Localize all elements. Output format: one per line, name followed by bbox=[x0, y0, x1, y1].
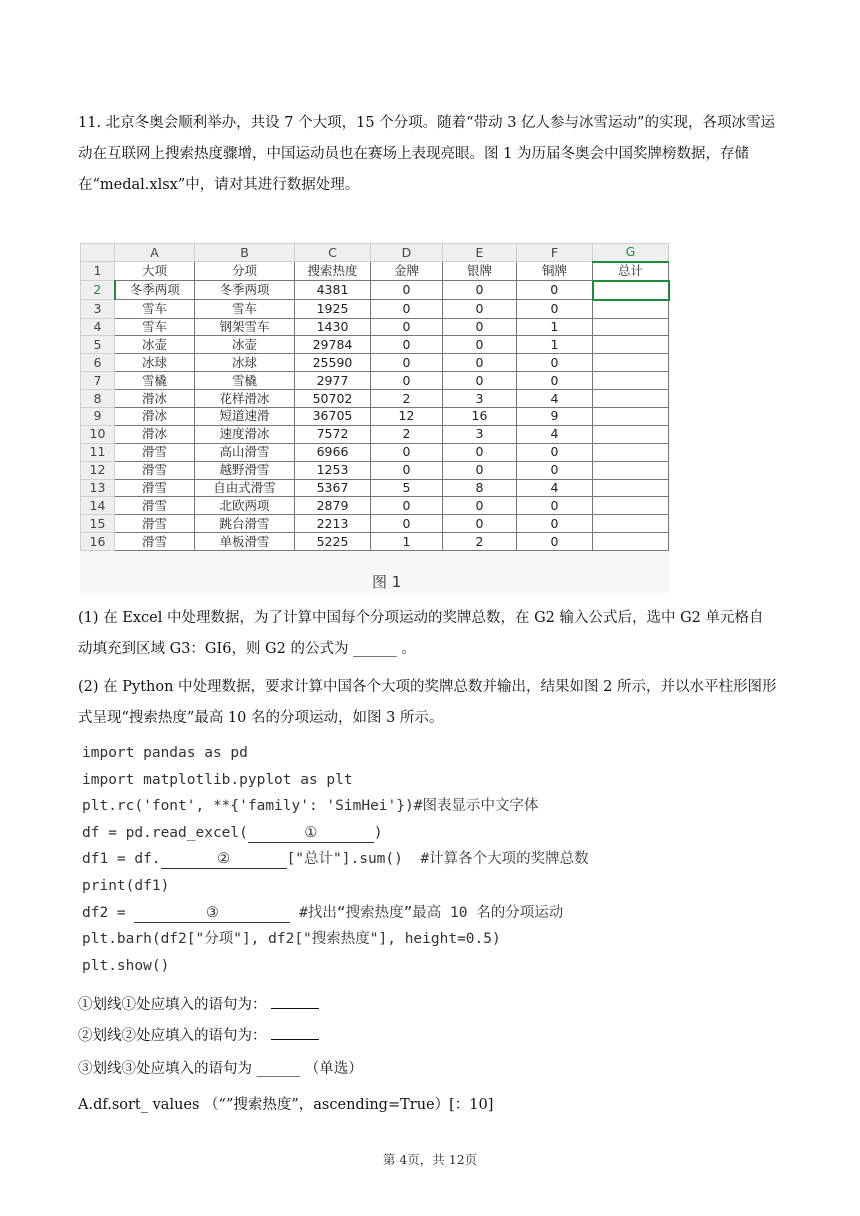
column-letter[interactable]: F bbox=[517, 244, 593, 262]
table-cell[interactable]: 16 bbox=[443, 408, 517, 426]
table-cell[interactable]: 0 bbox=[443, 281, 517, 300]
sheet-data-row bbox=[81, 497, 669, 515]
table-cell[interactable]: 0 bbox=[371, 497, 443, 515]
table-cell[interactable]: 高山滑雪 bbox=[195, 443, 295, 461]
table-cell[interactable]: 滑冰 bbox=[115, 425, 195, 443]
row-number[interactable]: 15 bbox=[81, 515, 115, 533]
table-cell[interactable]: 29784 bbox=[295, 336, 371, 354]
table-cell[interactable]: 2977 bbox=[295, 372, 371, 390]
table-cell[interactable]: 0 bbox=[371, 300, 443, 318]
table-cell[interactable]: 36705 bbox=[295, 408, 371, 426]
blank-2[interactable]: ② bbox=[161, 850, 287, 869]
code-text: df2 = bbox=[82, 904, 135, 921]
table-cell[interactable]: 0 bbox=[371, 336, 443, 354]
table-cell[interactable]: 冰球 bbox=[115, 354, 195, 372]
sheet-data-row bbox=[81, 281, 669, 300]
code-line: plt.show() bbox=[82, 957, 170, 974]
option-a: A.df.sort_ values （“”搜索热度”，ascending=True）[：10] bbox=[78, 1097, 494, 1113]
table-cell[interactable]: 2879 bbox=[295, 497, 371, 515]
row-number[interactable]: 13 bbox=[81, 479, 115, 497]
table-cell[interactable]: 1925 bbox=[295, 300, 371, 318]
table-cell[interactable] bbox=[593, 497, 669, 515]
table-cell[interactable]: 0 bbox=[443, 372, 517, 390]
row-number[interactable]: 6 bbox=[81, 354, 115, 372]
table-cell[interactable] bbox=[593, 479, 669, 497]
question-part1: (1) 在 Excel 中处理数据，为了计算中国每个分项运动的奖牌总数，在 G2 输入公式后，选中 G2 单元格自动填充到区域 G3：GI6，则 G2 的公式为 ______ 。 bbox=[78, 610, 764, 657]
row-number[interactable]: 14 bbox=[81, 497, 115, 515]
table-cell[interactable]: 0 bbox=[517, 515, 593, 533]
sheet-data-row bbox=[81, 318, 669, 336]
table-cell[interactable]: 7572 bbox=[295, 425, 371, 443]
table-cell[interactable] bbox=[593, 408, 669, 426]
table-cell[interactable]: 0 bbox=[517, 372, 593, 390]
code-line bbox=[82, 820, 702, 847]
code-text: df = pd.read_excel( bbox=[82, 824, 248, 841]
sheet-data-row bbox=[81, 300, 669, 318]
sheet-data-row bbox=[81, 408, 669, 426]
table-cell[interactable]: 0 bbox=[371, 443, 443, 461]
figure-caption: 图 1 bbox=[372, 573, 402, 591]
table-cell[interactable]: 雪车 bbox=[115, 300, 195, 318]
table-cell[interactable]: 单板滑雪 bbox=[195, 533, 295, 551]
table-cell[interactable]: 雪橇 bbox=[115, 372, 195, 390]
code-line: plt.rc('font', **{'family': 'SimHei'})#图表显示中文字体 bbox=[82, 798, 539, 815]
answer-text: ①划线①处应填入的语句为： bbox=[78, 997, 267, 1013]
code-text: ) bbox=[373, 824, 383, 841]
column-letter-row bbox=[81, 244, 669, 262]
column-letter[interactable]: D bbox=[371, 244, 443, 262]
table-cell[interactable]: 0 bbox=[371, 372, 443, 390]
table-cell[interactable]: 4 bbox=[517, 425, 593, 443]
table-cell[interactable]: 0 bbox=[443, 318, 517, 336]
table-cell[interactable]: 0 bbox=[371, 461, 443, 479]
table-cell[interactable]: 0 bbox=[517, 281, 593, 300]
table-cell[interactable]: 越野滑雪 bbox=[195, 461, 295, 479]
table-cell[interactable]: 0 bbox=[443, 461, 517, 479]
row-number[interactable]: 2 bbox=[81, 281, 115, 300]
row-number[interactable]: 3 bbox=[81, 300, 115, 318]
table-cell[interactable]: 钢架雪车 bbox=[195, 318, 295, 336]
table-cell[interactable]: 3 bbox=[443, 425, 517, 443]
code-text: ["总计"].sum() #计算各个大项的奖牌总数 bbox=[286, 851, 589, 868]
table-cell[interactable] bbox=[593, 354, 669, 372]
table-cell[interactable]: 5 bbox=[371, 479, 443, 497]
table-cell[interactable]: 跳台滑雪 bbox=[195, 515, 295, 533]
code-line: plt.barh(df2["分项"], df2["搜索热度"], height=0.5) bbox=[82, 931, 501, 948]
table-cell[interactable]: 2 bbox=[371, 425, 443, 443]
table-cell[interactable]: 25590 bbox=[295, 354, 371, 372]
table-cell[interactable]: 1430 bbox=[295, 318, 371, 336]
table-cell[interactable] bbox=[593, 425, 669, 443]
table-cell[interactable] bbox=[593, 318, 669, 336]
sheet-data-row bbox=[81, 425, 669, 443]
code-block bbox=[82, 740, 702, 979]
spreadsheet-figure bbox=[80, 243, 670, 593]
code-line: import pandas as pd bbox=[82, 745, 248, 761]
table-cell[interactable]: 雪车 bbox=[115, 318, 195, 336]
table-cell[interactable] bbox=[593, 443, 669, 461]
table-cell[interactable]: 0 bbox=[517, 354, 593, 372]
header-cell[interactable]: 总计 bbox=[593, 262, 669, 281]
table-cell[interactable]: 2 bbox=[371, 390, 443, 408]
table-cell[interactable]: 0 bbox=[517, 300, 593, 318]
table-cell[interactable]: 0 bbox=[443, 497, 517, 515]
sheet-data-row bbox=[81, 479, 669, 497]
table-cell[interactable]: 1 bbox=[371, 533, 443, 551]
table-cell[interactable]: 0 bbox=[517, 443, 593, 461]
column-letter[interactable]: G bbox=[593, 244, 669, 262]
table-cell[interactable] bbox=[593, 300, 669, 318]
sheet-data-row bbox=[81, 461, 669, 479]
row-number[interactable]: 12 bbox=[81, 461, 115, 479]
row-number[interactable]: 5 bbox=[81, 336, 115, 354]
table-cell[interactable] bbox=[593, 515, 669, 533]
table-cell[interactable] bbox=[593, 372, 669, 390]
table-cell[interactable]: 0 bbox=[443, 300, 517, 318]
table-cell[interactable]: 滑雪 bbox=[115, 461, 195, 479]
answer-line-3: ③划线③处应填入的语句为 ______ （单选） bbox=[78, 1061, 363, 1077]
table-cell[interactable]: 北欧两项 bbox=[195, 497, 295, 515]
table-cell[interactable]: 1253 bbox=[295, 461, 371, 479]
column-letter[interactable]: C bbox=[295, 244, 371, 262]
table-cell[interactable]: 滑雪 bbox=[115, 497, 195, 515]
code-line bbox=[82, 846, 702, 873]
column-letter[interactable]: B bbox=[195, 244, 295, 262]
table-cell[interactable]: 5367 bbox=[295, 479, 371, 497]
table-cell[interactable]: 5225 bbox=[295, 533, 371, 551]
sheet-data-row bbox=[81, 533, 669, 551]
header-cell[interactable]: 金牌 bbox=[371, 262, 443, 281]
table-cell[interactable] bbox=[593, 281, 669, 300]
header-cell[interactable]: 铜牌 bbox=[517, 262, 593, 281]
table-cell[interactable]: 冰球 bbox=[195, 354, 295, 372]
table-cell[interactable]: 9 bbox=[517, 408, 593, 426]
table-cell[interactable]: 8 bbox=[443, 479, 517, 497]
table-cell[interactable]: 冰壶 bbox=[195, 336, 295, 354]
table-cell[interactable]: 50702 bbox=[295, 390, 371, 408]
table-cell[interactable] bbox=[593, 390, 669, 408]
table-cell[interactable]: 速度滑冰 bbox=[195, 425, 295, 443]
table-cell[interactable]: 0 bbox=[517, 533, 593, 551]
table-cell[interactable]: 冬季两项 bbox=[195, 281, 295, 300]
header-cell[interactable]: 搜索热度 bbox=[295, 262, 371, 281]
blank-1[interactable]: ① bbox=[248, 824, 374, 843]
sheet-corner[interactable] bbox=[81, 244, 115, 262]
sheet-data-row bbox=[81, 515, 669, 533]
sheet-data-row bbox=[81, 354, 669, 372]
row-number[interactable]: 9 bbox=[81, 408, 115, 426]
code-line: import matplotlib.pyplot as plt bbox=[82, 771, 353, 788]
code-line: print(df1) bbox=[82, 877, 170, 894]
table-cell[interactable]: 滑冰 bbox=[115, 390, 195, 408]
answer-line-2 bbox=[78, 1024, 319, 1045]
header-cell[interactable]: 银牌 bbox=[443, 262, 517, 281]
row-number[interactable]: 7 bbox=[81, 372, 115, 390]
table-cell[interactable]: 4 bbox=[517, 479, 593, 497]
table-cell[interactable]: 0 bbox=[517, 497, 593, 515]
table-cell[interactable]: 3 bbox=[443, 390, 517, 408]
table-cell[interactable]: 花样滑冰 bbox=[195, 390, 295, 408]
table-cell[interactable]: 滑雪 bbox=[115, 479, 195, 497]
header-cell[interactable]: 分项 bbox=[195, 262, 295, 281]
table-cell[interactable]: 雪车 bbox=[195, 300, 295, 318]
code-text: #找出“搜索热度”最高 10 名的分项运动 bbox=[290, 904, 564, 921]
row-number[interactable]: 8 bbox=[81, 390, 115, 408]
table-cell[interactable]: 6966 bbox=[295, 443, 371, 461]
row-number[interactable]: 4 bbox=[81, 318, 115, 336]
table-cell[interactable]: 滑冰 bbox=[115, 408, 195, 426]
table-cell[interactable]: 滑雪 bbox=[115, 515, 195, 533]
spreadsheet-table bbox=[80, 243, 670, 551]
column-letter[interactable]: A bbox=[115, 244, 195, 262]
sheet-data-row bbox=[81, 390, 669, 408]
table-cell[interactable]: 0 bbox=[517, 461, 593, 479]
table-cell[interactable]: 0 bbox=[443, 336, 517, 354]
sheet-data-row bbox=[81, 336, 669, 354]
sheet-header-row bbox=[81, 262, 669, 281]
column-letter[interactable]: E bbox=[443, 244, 517, 262]
table-cell[interactable]: 短道速滑 bbox=[195, 408, 295, 426]
table-cell[interactable]: 4381 bbox=[295, 281, 371, 300]
table-cell[interactable]: 0 bbox=[371, 515, 443, 533]
header-cell[interactable]: 大项 bbox=[115, 262, 195, 281]
row-number[interactable]: 16 bbox=[81, 533, 115, 551]
table-cell[interactable]: 2213 bbox=[295, 515, 371, 533]
code-text: df1 = df. bbox=[82, 851, 161, 868]
page-footer: 第 4页，共 12页 bbox=[382, 1152, 478, 1167]
table-cell[interactable]: 2 bbox=[443, 533, 517, 551]
table-cell[interactable]: 冬季两项 bbox=[115, 281, 195, 300]
table-cell[interactable]: 0 bbox=[443, 354, 517, 372]
code-line bbox=[82, 900, 702, 927]
question-part2: (2) 在 Python 中处理数据，要求计算中国各个大项的奖牌总数并输出，结果如图 2 所示，并以水平柱形图形式呈现“搜索热度”最高 10 名的分项运动，如图 3 所示。 bbox=[78, 679, 777, 726]
row-number[interactable]: 10 bbox=[81, 425, 115, 443]
sheet-data-row bbox=[81, 443, 669, 461]
table-cell[interactable]: 0 bbox=[371, 281, 443, 300]
table-cell[interactable] bbox=[593, 533, 669, 551]
table-cell[interactable]: 0 bbox=[371, 318, 443, 336]
table-cell[interactable]: 0 bbox=[371, 354, 443, 372]
table-cell[interactable]: 自由式滑雪 bbox=[195, 479, 295, 497]
table-cell[interactable]: 冰壶 bbox=[115, 336, 195, 354]
row-number[interactable]: 1 bbox=[81, 262, 115, 281]
answer-blank[interactable] bbox=[271, 994, 319, 1009]
answer-line-1 bbox=[78, 993, 319, 1014]
table-cell[interactable] bbox=[593, 461, 669, 479]
blank-3[interactable]: ③ bbox=[134, 904, 290, 923]
table-cell[interactable]: 1 bbox=[517, 336, 593, 354]
table-cell[interactable]: 4 bbox=[517, 390, 593, 408]
question-intro: 11. 北京冬奥会顺利举办，共设 7 个大项，15 个分项。随着“带动 3 亿人参与冰雪运动”的实现，各项冰雪运动在互联网上搜索热度骤增，中国运动员也在赛场上表现亮眼。图 1 为历届冬奥会中国奖牌榜数据，存储在“medal.xlsx”中，请对其进行数据处理。 bbox=[78, 115, 775, 193]
table-cell[interactable]: 12 bbox=[371, 408, 443, 426]
table-cell[interactable]: 0 bbox=[443, 515, 517, 533]
sheet-data-row bbox=[81, 372, 669, 390]
table-cell[interactable]: 滑雪 bbox=[115, 443, 195, 461]
table-cell[interactable] bbox=[593, 336, 669, 354]
table-cell[interactable]: 滑雪 bbox=[115, 533, 195, 551]
table-cell[interactable]: 雪橇 bbox=[195, 372, 295, 390]
table-cell[interactable]: 0 bbox=[443, 443, 517, 461]
answer-text: ②划线②处应填入的语句为： bbox=[78, 1028, 267, 1044]
row-number[interactable]: 11 bbox=[81, 443, 115, 461]
table-cell[interactable]: 1 bbox=[517, 318, 593, 336]
answer-blank[interactable] bbox=[271, 1025, 319, 1040]
